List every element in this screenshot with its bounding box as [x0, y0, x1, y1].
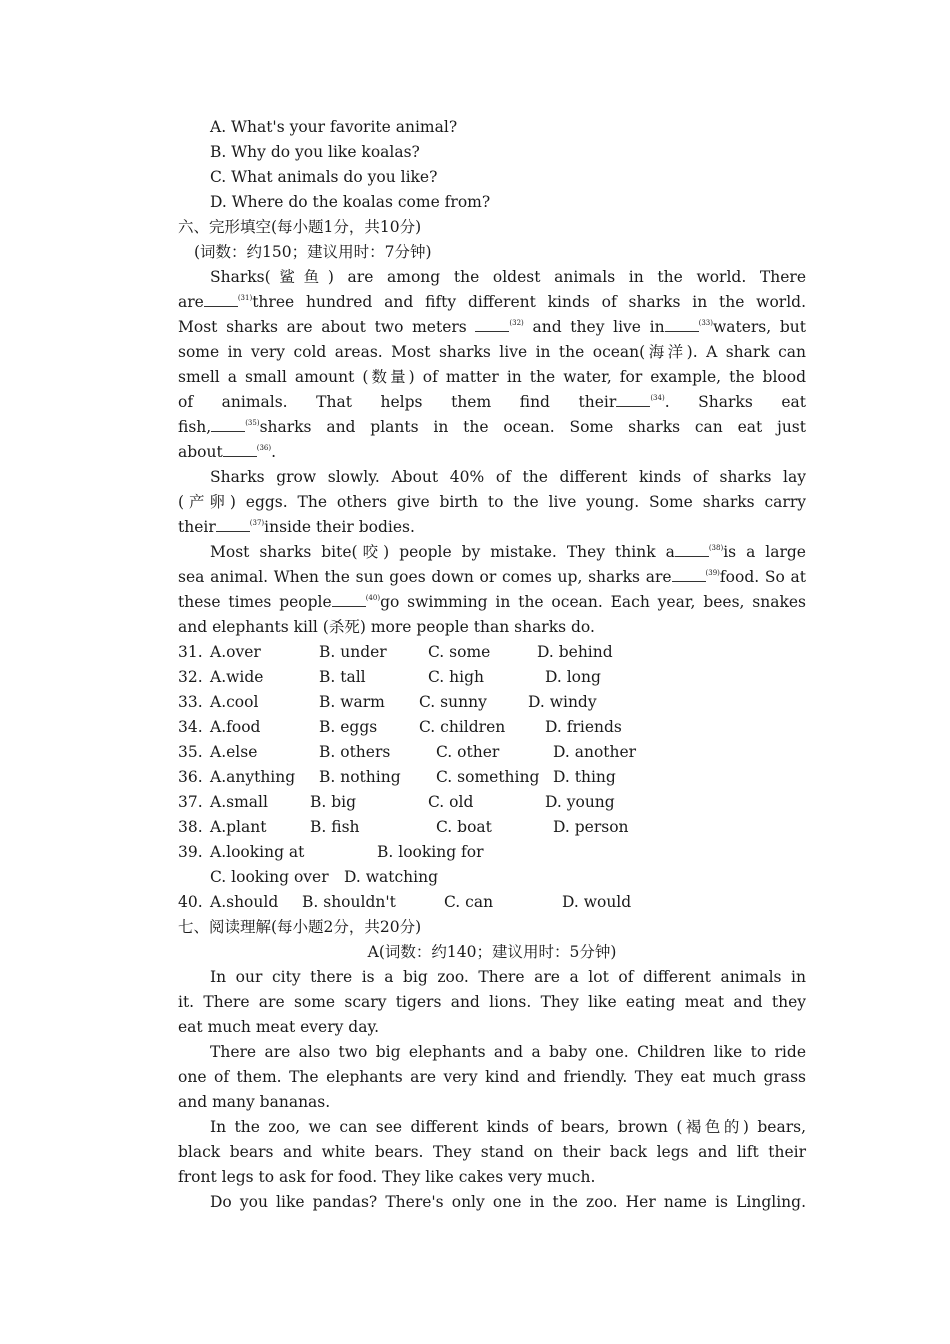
option-36-c: C. something	[436, 768, 540, 786]
option-34-b: B. eggs	[319, 718, 378, 736]
option-31-a: A.over	[210, 643, 261, 661]
option-38-c: C. boat	[436, 818, 492, 836]
option-36-d: D. thing	[553, 768, 616, 786]
prev-option-d: D. Where do the koalas come from?	[210, 193, 491, 211]
option-32-b: B. tall	[319, 668, 366, 686]
option-39-b: B. looking for	[377, 843, 484, 861]
cloze-line: smell a small amount (数量) of matter in the water, for example, the blood	[178, 368, 806, 386]
cloze-line: about $^{(36)}$.	[178, 443, 277, 461]
reading-line: front legs to ask for food. They like cakes very much.	[178, 1168, 596, 1186]
reading-line: eat much meat every day.	[178, 1018, 380, 1036]
option-36-b: B. nothing	[319, 768, 401, 786]
blank-39	[672, 566, 706, 582]
option-36-a: A.anything	[210, 768, 296, 786]
reading-line: black bears and white bears. They stand on their back legs and lift their	[178, 1143, 806, 1161]
section6-note: (词数：约150；建议用时：7分钟)	[194, 243, 432, 261]
question-number: 40.	[178, 893, 203, 911]
blank-32	[475, 316, 509, 332]
section7-subheading: A(词数：约140；建议用时：5分钟)	[367, 943, 617, 961]
option-39-d: D. watching	[344, 868, 438, 886]
question-number: 37.	[178, 793, 203, 811]
option-37-c: C. old	[428, 793, 474, 811]
option-32-a: A.wide	[210, 668, 264, 686]
option-38-d: D. person	[553, 818, 629, 836]
option-40-b: B. shouldn't	[302, 893, 396, 911]
question-number: 33.	[178, 693, 203, 711]
question-number: 39.	[178, 843, 203, 861]
question-number: 31.	[178, 643, 203, 661]
cloze-line: fish, $^{(35)}$sharks and plants in the ocean. Some sharks can eat just	[178, 418, 806, 436]
cloze-line: and elephants kill (杀死) more people than sharks do.	[178, 618, 595, 636]
option-35-c: C. other	[436, 743, 500, 761]
reading-line: In our city there is a big zoo. There are a lot of different animals in	[210, 968, 806, 986]
question-number: 35.	[178, 743, 203, 761]
cloze-line: are $^{(31)}$three hundred and fifty different kinds of sharks in the world.	[178, 293, 806, 311]
option-33-a: A.cool	[210, 693, 259, 711]
section7-heading: 七、阅读理解(每小题2分，共20分)	[178, 918, 422, 936]
cloze-line: sea animal. When the sun goes down or comes up, sharks are $^{(39)}$food. So at	[178, 568, 806, 586]
option-33-d: D. windy	[528, 693, 597, 711]
section6-heading: 六、完形填空(每小题1分，共10分)	[178, 218, 422, 236]
cloze-line: Most sharks bite(咬) people by mistake. They think a $^{(38)}$is a large	[210, 543, 806, 561]
question-number: 34.	[178, 718, 203, 736]
cloze-line: their $^{(37)}$inside their bodies.	[178, 518, 415, 536]
cloze-line: of animals. That helps them find their $^{(34)}$. Sharks eat	[178, 393, 806, 411]
option-40-a: A.should	[210, 893, 279, 911]
cloze-line: these times people $^{(40)}$go swimming in the ocean. Each year, bees, snakes	[178, 593, 806, 611]
option-35-a: A.else	[210, 743, 258, 761]
option-40-d: D. would	[562, 893, 632, 911]
option-39-a: A.looking at	[210, 843, 305, 861]
option-32-d: D. long	[545, 668, 601, 686]
prev-option-a: A. What's your favorite animal?	[210, 118, 458, 136]
blank-38	[675, 541, 709, 557]
reading-line: Do you like pandas? There's only one in the zoo. Her name is Lingling.	[210, 1193, 806, 1211]
question-number: 36.	[178, 768, 203, 786]
option-33-c: C. sunny	[419, 693, 487, 711]
option-33-b: B. warm	[319, 693, 385, 711]
option-31-b: B. under	[319, 643, 387, 661]
prev-option-c: C. What animals do you like?	[210, 168, 438, 186]
option-37-b: B. big	[310, 793, 357, 811]
blank-35	[211, 416, 245, 432]
option-38-a: A.plant	[210, 818, 267, 836]
reading-line: one of them. The elephants are very kind and friendly. They eat much grass	[178, 1068, 806, 1086]
blank-36	[223, 441, 257, 457]
option-34-a: A.food	[210, 718, 261, 736]
question-number: 32.	[178, 668, 203, 686]
blank-33	[665, 316, 699, 332]
blank-31	[204, 291, 238, 307]
reading-line: In the zoo, we can see different kinds of bears, brown (褐色的) bears,	[210, 1118, 806, 1136]
cloze-line: (产卵) eggs. The others give birth to the live young. Some sharks carry	[178, 493, 806, 511]
cloze-line: some in very cold areas. Most sharks live in the ocean(海洋). A shark can	[178, 343, 806, 361]
prev-option-b: B. Why do you like koalas?	[210, 143, 420, 161]
option-31-c: C. some	[428, 643, 491, 661]
option-35-b: B. others	[319, 743, 391, 761]
option-37-d: D. young	[545, 793, 615, 811]
blank-34	[616, 391, 650, 407]
option-32-c: C. high	[428, 668, 485, 686]
blank-37	[216, 516, 250, 532]
option-31-d: D. behind	[537, 643, 613, 661]
option-34-c: C. children	[419, 718, 506, 736]
cloze-line: Sharks grow slowly. About 40% of the different kinds of sharks lay	[210, 468, 806, 486]
reading-line: There are also two big elephants and a baby one. Children like to ride	[210, 1043, 806, 1061]
option-37-a: A.small	[210, 793, 268, 811]
cloze-line: Most sharks are about two meters $^{(32)}$ and they live in $^{(33)}$waters, but	[178, 318, 807, 336]
cloze-line: Sharks(鲨鱼) are among the oldest animals in the world. There	[210, 268, 806, 286]
option-40-c: C. can	[444, 893, 494, 911]
reading-line: and many bananas.	[178, 1093, 331, 1111]
blank-40	[332, 591, 366, 607]
option-38-b: B. fish	[310, 818, 360, 836]
reading-line: it. There are some scary tigers and lions. They like eating meat and they	[178, 993, 806, 1011]
option-39-c: C. looking over	[210, 868, 329, 886]
option-35-d: D. another	[553, 743, 637, 761]
option-34-d: D. friends	[545, 718, 622, 736]
question-number: 38.	[178, 818, 203, 836]
